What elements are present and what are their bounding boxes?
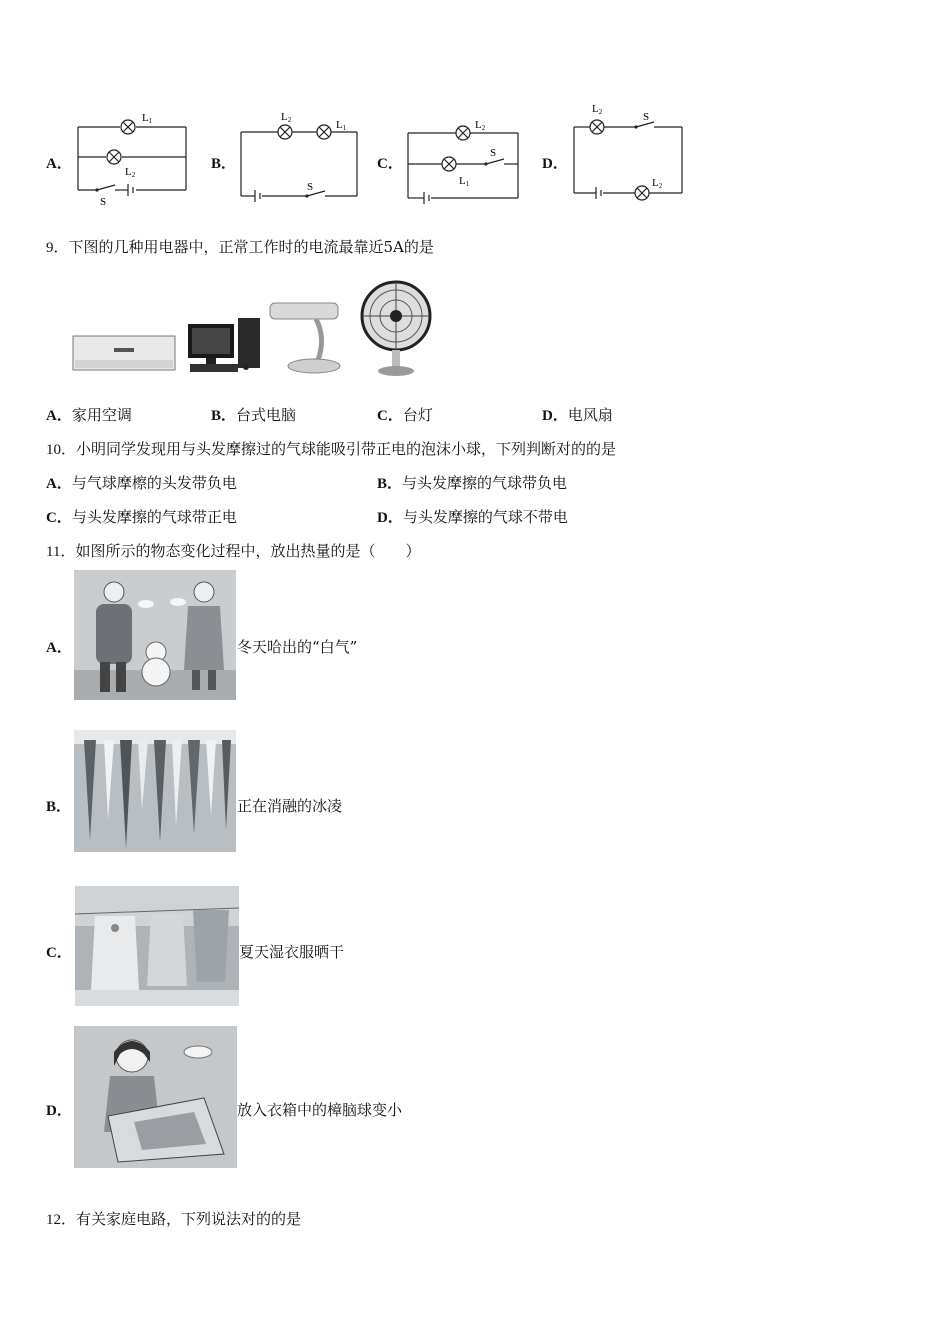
q11-option-b-text: 正在消融的冰凌 (237, 797, 343, 815)
q11-option-b-image (74, 730, 236, 852)
circuit-a-label-l1: L1 (142, 112, 153, 125)
q9-stem (46, 236, 434, 257)
q9-stem-text: 下图的几种用电器中，正常工作时的电流最靠近5A的是 (68, 238, 434, 256)
q9-option-c-letter: C． (377, 408, 403, 424)
desktop-computer-picture (188, 318, 260, 372)
q9-option-d-text: 电风扇 (567, 406, 613, 424)
q9-appliances-image (70, 278, 435, 378)
q10-option-b-letter: B． (377, 476, 403, 492)
q8-circuit-b-diagram (235, 108, 365, 206)
q10-option-c-text: 与头发摩擦的气球带正电 (71, 508, 237, 526)
q11-option-d-letter: D． (46, 1103, 72, 1119)
q11-option-a-letter: A． (46, 640, 72, 656)
q8-circuit-a-diagram (70, 105, 195, 205)
circuit-a-label-l2: L2 (125, 166, 136, 179)
q10-option-a-text: 与气球摩檫的头发带负电 (71, 474, 237, 492)
q8-option-a-letter: A． (46, 156, 72, 172)
q10-option-d-letter: D． (377, 510, 403, 526)
q10-option-c[interactable] (46, 506, 237, 527)
q10-number: 10． (46, 442, 77, 458)
q9-option-b-letter: B． (211, 408, 237, 424)
q9-option-b[interactable] (211, 404, 296, 425)
q11-option-d-image (74, 1026, 237, 1168)
q9-option-c[interactable] (377, 404, 433, 425)
q11-number: 11． (46, 544, 76, 560)
q10-option-c-letter: C． (46, 510, 72, 526)
q9-option-d-letter: D． (542, 408, 568, 424)
q8-option-d-letter: D． (542, 156, 568, 172)
q8-circuit-c-diagram (402, 108, 527, 206)
q10-stem (46, 438, 616, 459)
q10-option-a-letter: A． (46, 476, 72, 492)
q10-option-a[interactable] (46, 472, 237, 493)
q10-option-d[interactable] (377, 506, 568, 527)
q11-option-a-text: 冬天哈出的“白气” (237, 638, 358, 656)
q9-option-b-text: 台式电脑 (236, 406, 297, 424)
circuit-b-label-l2: L2 (281, 111, 292, 124)
circuit-d-label-l2-bottom: L2 (652, 177, 663, 190)
circuit-c-label-s: S (490, 147, 497, 159)
q11-option-c-image (75, 886, 239, 1006)
q9-option-c-text: 台灯 (402, 406, 433, 424)
q11-option-a-image (74, 570, 236, 700)
circuit-c-label-l2: L2 (475, 119, 486, 132)
desk-lamp-picture (270, 303, 340, 373)
air-conditioner-picture (73, 336, 175, 370)
q12-stem (46, 1208, 301, 1229)
q8-option-c-letter: C． (377, 156, 403, 172)
q9-option-a-letter: A． (46, 408, 72, 424)
circuit-b-label-s: S (307, 181, 314, 193)
q9-option-a[interactable] (46, 404, 132, 425)
q10-option-b-text: 与头发摩擦的气球带负电 (402, 474, 568, 492)
q11-stem-text: 如图所示的物态变化过程中，放出热量的是（ ） (75, 542, 421, 560)
q11-option-d-text: 放入衣箱中的樟脑球变小 (237, 1101, 403, 1119)
circuit-d-label-s: S (643, 111, 650, 123)
circuit-d-label-l2: L2 (592, 103, 603, 116)
q11-option-b-letter: B． (46, 799, 72, 815)
q11-option-c-text: 夏天湿衣服晒干 (239, 943, 345, 961)
circuit-b-label-l1: L1 (336, 119, 347, 132)
electric-fan-picture (362, 282, 430, 376)
circuit-c-label-l1: L1 (459, 175, 470, 188)
q10-option-d-text: 与头发摩擦的气球不带电 (402, 508, 568, 526)
q11-stem (46, 540, 420, 561)
circuit-a-label-s: S (100, 196, 107, 205)
q11-option-c-letter: C． (46, 945, 72, 961)
q9-option-a-text: 家用空调 (71, 406, 132, 424)
q12-number: 12． (46, 1212, 77, 1228)
q8-circuit-d-diagram (566, 98, 691, 206)
q12-stem-text: 有关家庭电路，下列说法对的的是 (76, 1210, 302, 1228)
q9-option-d[interactable] (542, 404, 613, 425)
q8-option-b-letter: B． (211, 156, 237, 172)
q10-option-b[interactable] (377, 472, 567, 493)
q10-stem-text: 小明同学发现用与头发摩擦过的气球能吸引带正电的泡沫小球，下列判断对的的是 (76, 440, 617, 458)
q9-number: 9． (46, 240, 69, 256)
